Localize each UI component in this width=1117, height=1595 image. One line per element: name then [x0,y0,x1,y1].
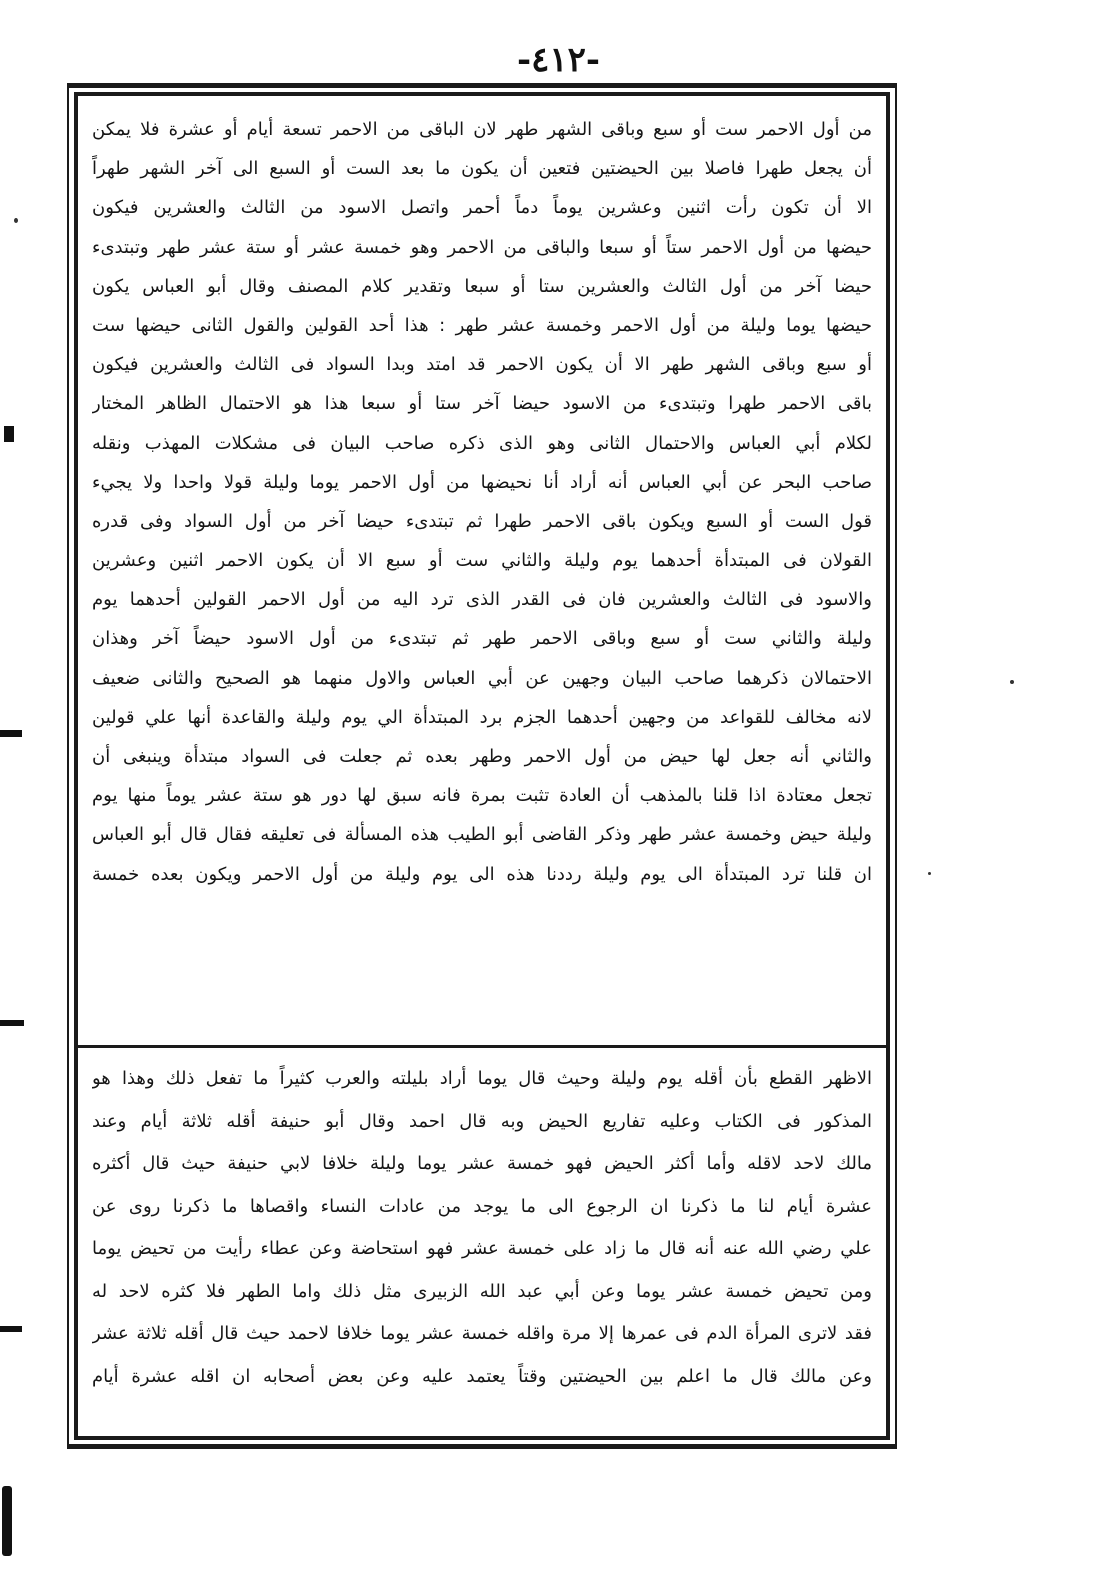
main-text-line: وليلة والثاني ست أو سبع وباقى الاحمر طهر ثم تبتدىء من أول الاسود حيضاً آخر وهذان [92,628,872,650]
speck [1010,680,1014,684]
main-text-line: حيضها يوما وليلة من أول الاحمر وخمسة عشر طهر : هذا أحد القولين والقول الثانى حيضها ست [92,314,872,336]
main-text-line: والاسود فى الثالث والعشرين فان فى القدر الذى ترد اليه من أول الاحمر القولين أحدهما يوم [92,589,872,611]
main-text-line: لكلام أبي العباس والاحتمال الثانى وهو الذى ذكره صاحب البيان فى مشكلات المهذب ونقله [92,432,872,454]
footnote-text [92,1058,872,1398]
margin-mark [0,1020,24,1026]
main-text-line: حيضا آخر من أول الثالث والعشرين ستا أو سبعا وتقدير كلام المصنف وقال أبو العباس يكون [92,275,872,297]
footnote-line: علي رضي الله عنه أنه قال ما زاد على خمسة عشر فهو استحاضة وعن عطاء رأيت من تحيض يوما [92,1238,872,1259]
margin-mark [2,1486,12,1556]
footnote-line: المذكور فى الكتاب وعليه تفاريع الحيض وبه قال احمد وقال أبو حنيفة أقله ثلاثة أيام وعند [92,1110,872,1132]
page-number: -٤١٢- [516,40,601,80]
margin-mark [4,426,14,442]
footnote-line: مالك لاحد لاقله وأما أكثر الحيض فهو خمسة عشر يوما وليلة خلافا لابي حنيفة حيث قال أكثره [92,1153,872,1174]
main-text-line: الا أن تكون رأت اثنين وعشرين يوماً دماً أحمر واتصل الاسود من الثالث والعشرين فيكون [92,197,872,219]
footnote-line: ومن تحيض خمسة عشر يوما وعن أبي عبد الله الزبيرى مثل ذلك واما الطهر فلا كثره لاحد له [92,1280,872,1302]
margin-mark [0,1326,22,1332]
main-text-line: لانه مخالف للقواعد من وجهين أحدهما الجزم برد المبتدأة الي يوم وليلة والقاعدة أنها علي قولين [92,706,872,728]
bottom-rule [67,1446,897,1449]
speck [14,218,18,223]
main-text-line: أو سبع وباقى الشهر طهر الا أن يكون الاحمر قد امتد وبدا السواد فى الثالث والعشرين فيكون [92,354,872,376]
main-text-line: وليلة حيض وخمسة عشر طهر وذكر القاضى أبو الطيب هذه المسألة فى تعليقه فقال قال أبو العباس [92,824,872,846]
main-text-line: أن يجعل طهرا فاصلا بين الحيضتين فتعين أن يكون ما بعد الست أو السبع الى آخر الشهر طهراً [92,158,872,180]
main-text-line: الاحتمالان ذكرهما صاحب البيان وجهين عن أبي العباس والاول منهما هو الصحيح والثانى ضعيف [92,667,872,689]
main-text-line: من أول الاحمر ست أو سبع وباقى الشهر طهر لان الباقى من الاحمر تسعة أيام أو عشرة فلا يمكن [92,119,872,140]
footnote-line: وعن مالك قال ما اعلم بين الحيضتين وقتاً يعتمد عليه وعن بعض أصحابه ان اقله عشرة أيام [92,1365,872,1387]
margin-mark [0,730,22,737]
main-text-line: قول الست أو السبع ويكون باقى الاحمر طهرا ثم تبتدىء حيضا آخر من أول السواد وفى قدره [92,510,872,532]
main-text [92,110,872,894]
main-text-line: القولان فى المبتدأة أحدهما يوم وليلة والثاني ست أو سبع الا أن يكون الاحمر اثنين وعشرين [92,550,872,572]
footnote-line: الاظهر القطع بأن أقله يوم وليلة وحيث قال يوما أراد بليلته والعرب كثيراً ما تفعل ذلك وهذا هو [92,1068,872,1089]
main-text-line: صاحب البحر عن أبي العباس أنه أراد أنا نحيضها من أول الاحمر يوما وليلة قولا واحدا ولا يجيء [92,471,872,493]
main-text-line: والثاني أنه جعل لها حيض من أول الاحمر وطهر بعده ثم جعلت فى السواد مبتدأة وينبغى أن [92,746,872,767]
main-text-line: تجعل معتادة اذا قلنا بالمذهب أن العادة تثبت بمرة فانه سبق لها دور هو ستة عشر يوماً منها يوم [92,785,872,807]
main-text-line: ان قلنا ترد المبتدأة الى يوم وليلة رددنا هذه الى يوم وليلة من أول الاحمر ويكون بعده خمسة [92,863,872,885]
footnote-line: عشرة أيام لنا ما ذكرنا ان الرجوع الى ما يوجد من عادات النساء واقصاها ما ذكرنا روى عن [92,1195,872,1217]
main-text-line: باقى الاحمر طهرا وتبتدىء من الاسود حيضا آخر ستا أو سبعا هذا هو الاحتمال الظاهر المختار [92,393,872,415]
footnote-line: فقد لاترى المرأة الدم فى عمرها إلا مرة واقله خمسة عشر يوما خلافا لاحمد حيث قال أقله ثلاثة عشر [92,1323,872,1344]
section-divider [74,1045,890,1048]
speck [928,872,931,875]
main-text-line: حيضها من أول الاحمر ستاً أو سبعا والباقى من الاحمر وهو خمسة عشر أو ستة عشر طهر وتبتدىء [92,236,872,258]
